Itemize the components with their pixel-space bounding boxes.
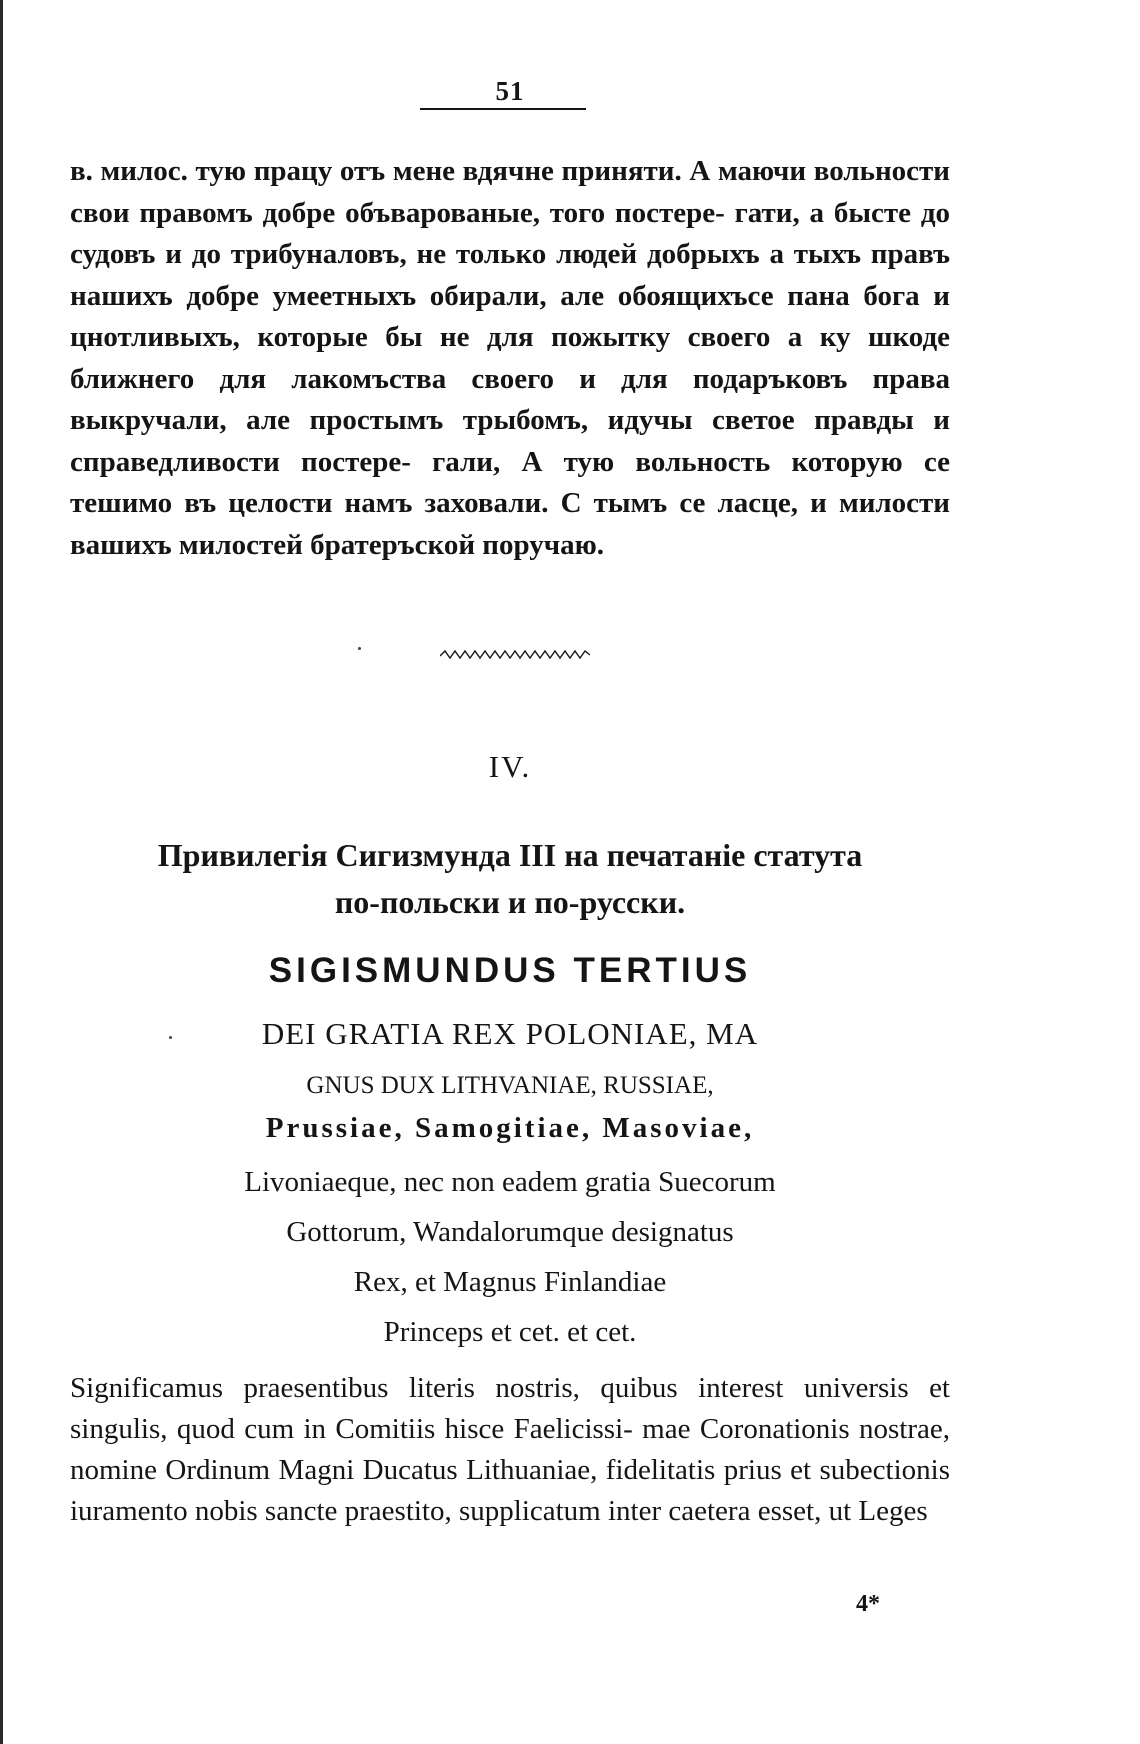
text-line: sancte praestito, supplicatum inter caetera esset, ut Leges <box>264 1495 928 1527</box>
latin-heading-line: GNUS DUX LITHVANIAE, RUSSIAE, <box>306 1072 714 1099</box>
text-line: для пожытку своего а ку шкоде ближнего для лакомъства <box>70 321 951 395</box>
latin-heading-line: Princeps et cet. et cet. <box>383 1316 637 1348</box>
text-line: трыбомъ, идучы светое правды и справедливости постере- <box>70 404 950 478</box>
text-line: братеръской поручаю. <box>310 528 605 561</box>
latin-heading-line: Gottorum, Wandalorumque designatus <box>286 1216 734 1248</box>
latin-heading-line: DEI GRATIA REX POLONIAE, MA <box>261 1016 759 1051</box>
signature-mark: 4* <box>856 1591 880 1617</box>
section-title <box>100 832 920 926</box>
text-line: в. милос. тую працу отъ мене вдячне приняти. А маючи <box>70 155 807 187</box>
text-line: добрыхъ а тыхъ правъ нашихъ добре умеетныхъ обирали, <box>70 238 950 312</box>
text-line: гати, а бысте до судовъ и до трибуналовъ, не только людей <box>70 196 950 270</box>
scan-edge <box>0 0 3 1744</box>
latin-heading-line: SIGISMUNDUS TERTIUS <box>268 951 752 990</box>
latin-heading-line: Prussiae, Samogitiae, Masoviae, <box>265 1112 755 1144</box>
wavy-ornament <box>440 648 590 662</box>
text-line: mae Coronationis nostrae, nomine Ordinum Magni Ducatus <box>70 1413 951 1486</box>
latin-paragraph <box>70 1368 950 1532</box>
section-title-line: по-польски и по-русски. <box>334 884 686 920</box>
text-line: universis et singulis, quod cum in Comitiis hisce Faelicissi- <box>70 1372 950 1445</box>
ink-speck <box>358 647 361 650</box>
text-line: вольности свои правомъ добре объварованые, того постере- <box>70 155 951 229</box>
header-rule <box>420 108 586 110</box>
text-line: заховали. С тымъ се ласце, и милости вашихъ милостей <box>70 487 950 561</box>
russian-paragraph <box>70 151 950 566</box>
text-line: Lithuaniae, fidelitatis prius et subectionis iuramento nobis <box>70 1454 950 1527</box>
latin-heading-line: Livoniaeque, nec non eadem gratia Suecorum <box>244 1166 776 1198</box>
book-page <box>70 0 950 1744</box>
text-line: Significamus praesentibus literis nostris, quibus interest <box>70 1372 784 1404</box>
text-line: але обоящихъсе пана бога и цнотливыхъ, которые бы не <box>70 279 950 353</box>
section-title-line: Привилегія Сигизмунда III на печатаніе статута <box>157 837 863 873</box>
latin-heading-line: Rex, et Magnus Finlandiae <box>353 1266 667 1298</box>
page-number: 51 <box>495 76 525 106</box>
text-line: своего и для подаръковъ права выкручали, але простымъ <box>70 362 950 436</box>
text-line: гали, А тую вольность которую се тешимо въ целости намъ <box>70 445 951 519</box>
section-number: IV. <box>488 749 532 784</box>
